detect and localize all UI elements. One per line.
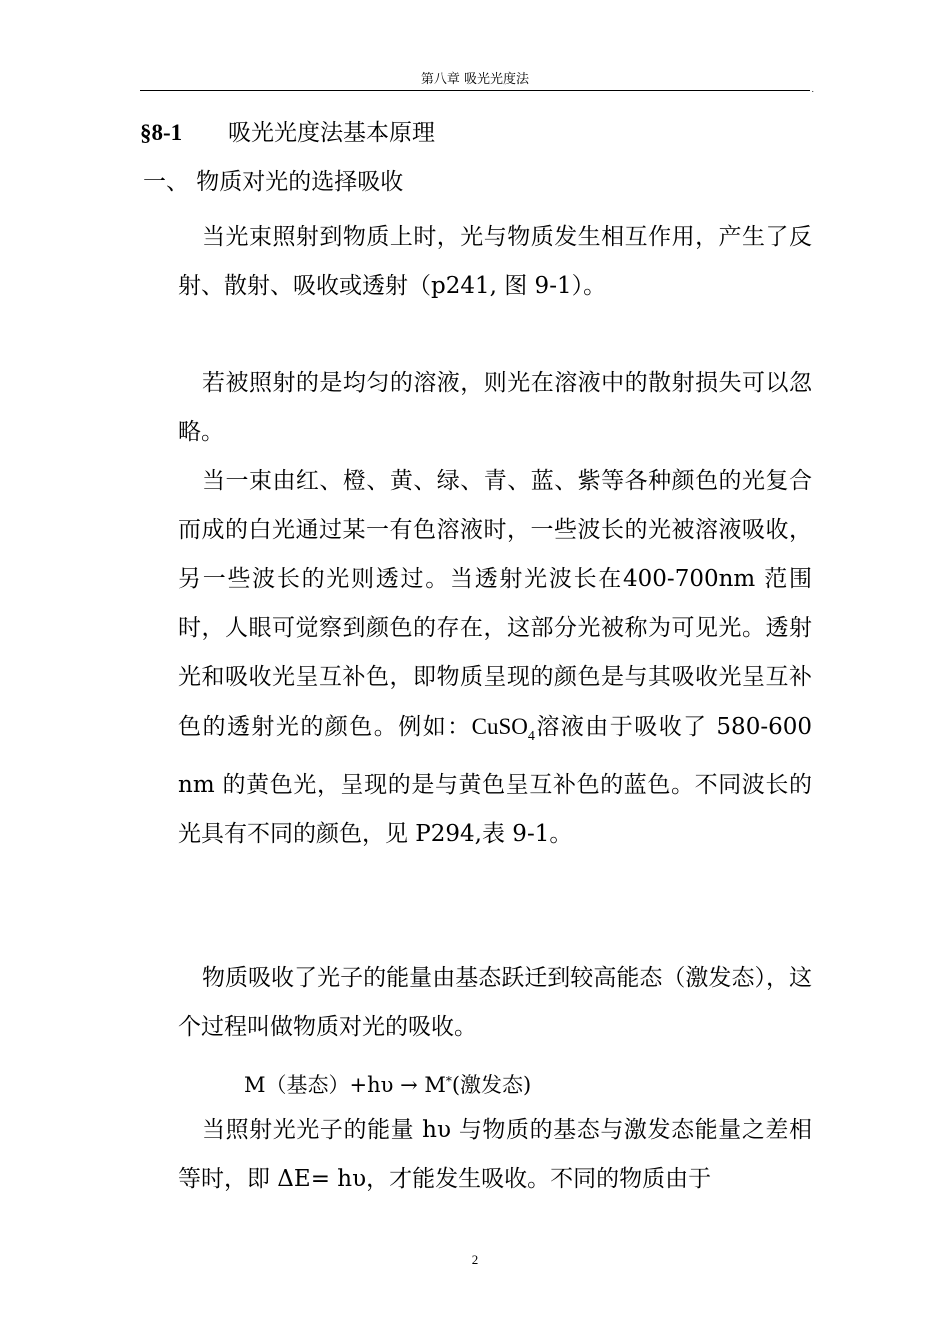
paragraph-3-part-b: 溶液由于吸收了 580-600 nm 的黄色光，呈现的是与黄色呈互补色的蓝色。不同波长的光具有不同的颜色，见 P294,表 9-1。 <box>178 714 812 847</box>
paragraph-4: 物质吸收了光子的能量由基态跃迁到较高能态（激发态），这个过程叫做物质对光的吸收。 <box>178 965 812 1040</box>
equation-right: (激发态) <box>451 1073 532 1097</box>
header-mark: . <box>811 85 814 94</box>
paragraph-3 <box>178 457 812 859</box>
section-title: 吸光光度法基本原理 <box>228 120 435 146</box>
header-title: 第八章 吸光光度法 <box>420 72 530 87</box>
cuso4-formula <box>471 714 535 744</box>
paragraph-1: 当光束照射到物质上时，光与物质发生相互作用，产生了反射、散射、吸收或透射（p241, 图 9-1）。 <box>178 224 812 299</box>
paragraph-3-part-a: 当一束由红、橙、黄、绿、青、蓝、紫等各种颜色的光复合而成的白光通过某一有色溶液时，一些波长的光被溶液吸收，另一些波长的光则透过。当透射光波长在400-700nm 范围时，人眼可觉察到颜色的存在，这部分光被称为可见光。透射光和吸收光呈互补色，即物质呈现的颜色是与其吸收光呈互补色的透射光的颜色。例如： <box>178 468 812 740</box>
running-header <box>140 70 814 94</box>
cuso4-formula-main: CuSO <box>471 714 528 739</box>
cuso4-formula-subscript: 4 <box>527 729 535 744</box>
equation-left: M（基态）+hυ → M <box>244 1073 446 1097</box>
paragraph-2: 若被照射的是均匀的溶液，则光在溶液中的散射损失可以忽略。 <box>178 370 812 445</box>
absorption-equation <box>244 1065 531 1101</box>
page-number: 2 <box>471 1252 479 1267</box>
paragraph-5: 当照射光光子的能量 hυ 与物质的基态与激发态能量之差相等时，即 ΔE= hυ，才能发生吸收。不同的物质由于 <box>178 1117 812 1192</box>
section-number: §8-1 <box>140 120 183 145</box>
subsection-heading: 一、 物质对光的选择吸收 <box>143 169 404 195</box>
section-heading <box>140 117 435 149</box>
equation-superscript: * <box>445 1074 452 1088</box>
